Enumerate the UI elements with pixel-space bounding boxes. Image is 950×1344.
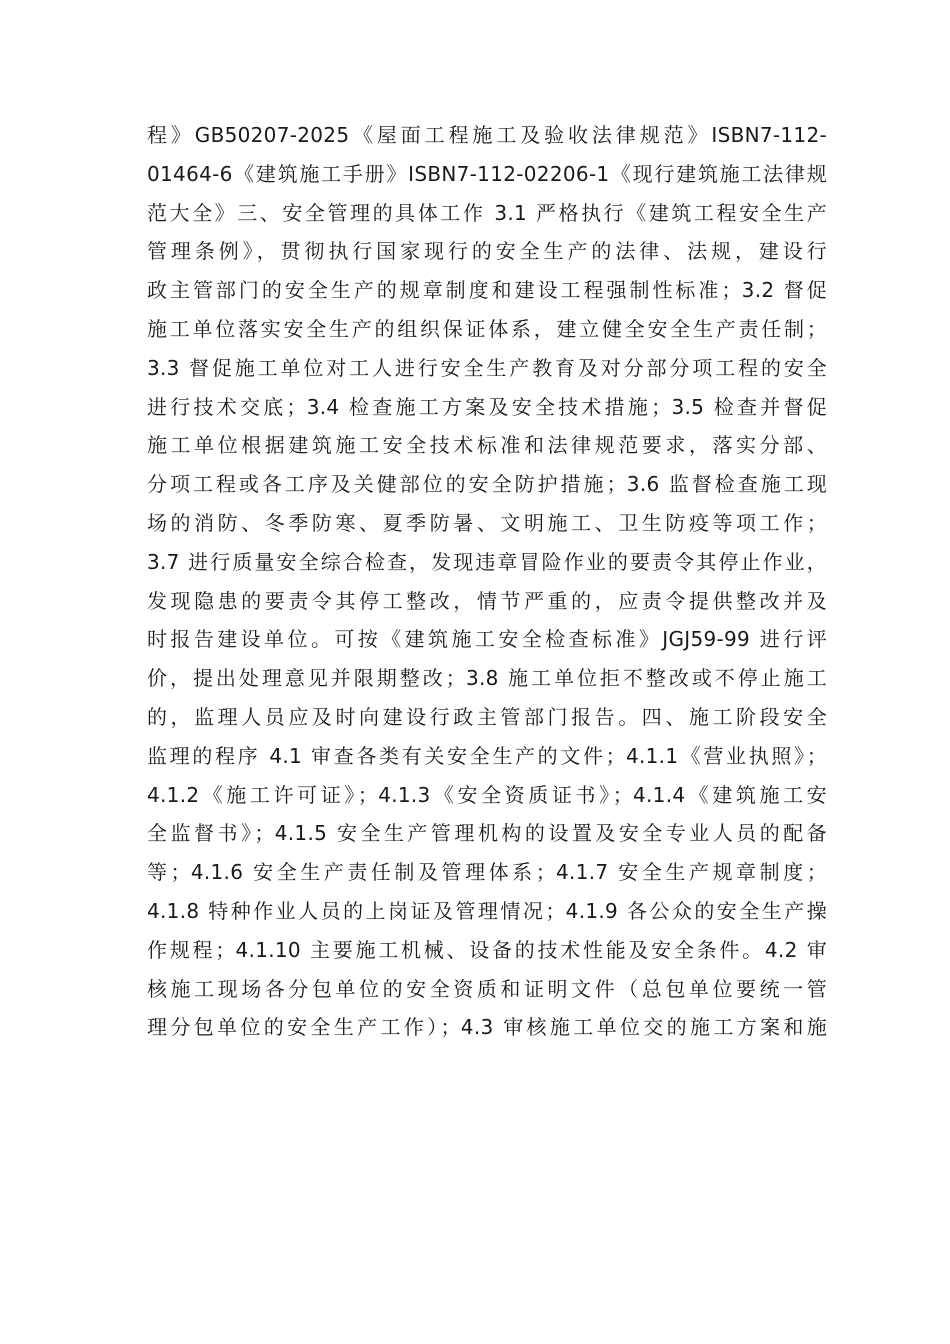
text-line: 分项工程或各工序及关健部位的安全防护措施；3.6 监督检查施工现 bbox=[147, 472, 827, 497]
text-line: 进行技术交底；3.4 检查施工方案及安全技术措施；3.5 检查并督促 bbox=[147, 394, 827, 419]
body-text bbox=[147, 116, 827, 1047]
text-line: 4.1.8 特种作业人员的上岗证及管理情况；4.1.9 各公众的安全生产操 bbox=[147, 898, 827, 923]
text-line: 核施工现场各分包单位的安全资质和证明文件（总包单位要统一管 bbox=[147, 976, 827, 1001]
text-line: 发现隐患的要责令其停工整改，情节严重的，应责令提供整改并及 bbox=[147, 588, 827, 613]
text-line: 等；4.1.6 安全生产责任制及管理体系；4.1.7 安全生产规章制度； bbox=[147, 860, 827, 885]
text-line: 01464-6《建筑施工手册》ISBN7-112-02206-1《现行建筑施工法律规 bbox=[147, 161, 827, 186]
text-line: 管理条例》，贯彻执行国家现行的安全生产的法律、法规，建设行 bbox=[147, 239, 827, 264]
text-line: 场的消防、冬季防寒、夏季防暑、文明施工、卫生防疫等项工作； bbox=[147, 510, 827, 535]
text-line: 3.7 进行质量安全综合检查，发现违章冒险作业的要责令其停止作业， bbox=[147, 549, 827, 574]
text-line: 的，监理人员应及时向建设行政主管部门报告。四、施工阶段安全 bbox=[147, 704, 827, 729]
text-line: 施工单位根据建筑施工安全技术标准和法律规范要求，落实分部、 bbox=[147, 433, 827, 458]
text-line: 时报告建设单位。可按《建筑施工安全检查标准》JGJ59-99 进行评 bbox=[147, 627, 827, 652]
text-line: 范大全》三、安全管理的具体工作 3.1 严格执行《建筑工程安全生产 bbox=[147, 200, 827, 225]
text-line: 监理的程序 4.1 审查各类有关安全生产的文件；4.1.1《营业执照》； bbox=[147, 743, 827, 768]
text-line: 全监督书》；4.1.5 安全生产管理机构的设置及安全专业人员的配备 bbox=[147, 821, 827, 846]
text-line: 3.3 督促施工单位对工人进行安全生产教育及对分部分项工程的安全 bbox=[147, 355, 827, 380]
text-line: 4.1.2《施工许可证》；4.1.3《安全资质证书》；4.1.4《建筑施工安 bbox=[147, 782, 827, 807]
text-line: 政主管部门的安全生产的规章制度和建设工程强制性标准；3.2 督促 bbox=[147, 278, 827, 303]
text-line: 程》GB50207-2025《屋面工程施工及验收法律规范》ISBN7-112- bbox=[147, 123, 827, 147]
text-line: 作规程；4.1.10 主要施工机械、设备的技术性能及安全条件。4.2 审 bbox=[147, 937, 827, 962]
text-line: 价，提出处理意见并限期整改；3.8 施工单位拒不整改或不停止施工 bbox=[147, 666, 827, 691]
text-line: 施工单位落实安全生产的组织保证体系，建立健全安全生产责任制； bbox=[147, 316, 827, 341]
text-line: 理分包单位的安全生产工作）；4.3 审核施工单位交的施工方案和施 bbox=[147, 1015, 827, 1040]
